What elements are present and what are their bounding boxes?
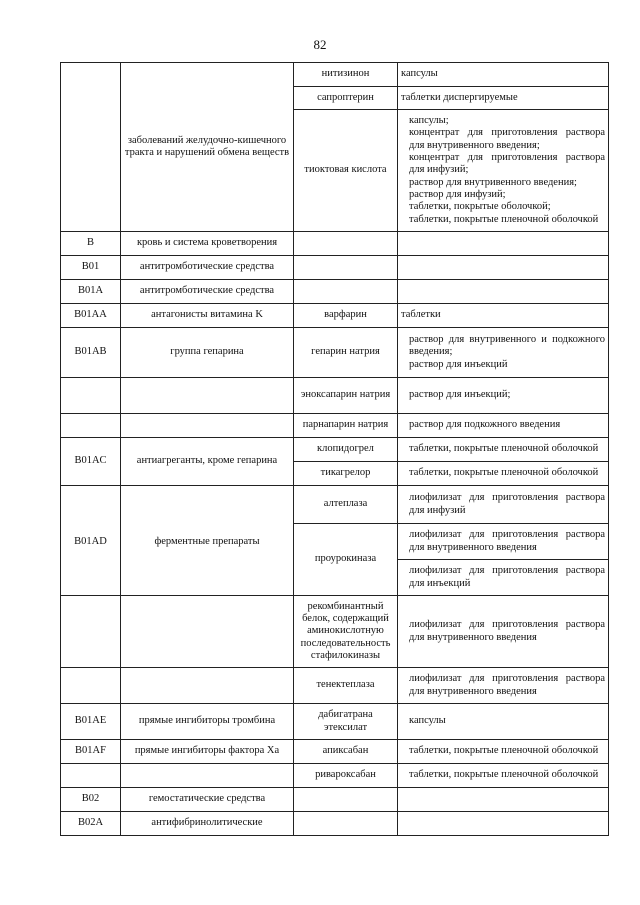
table-row [61,812,609,836]
atc-group-cell: прямые ингибиторы фактора Xa [121,740,294,764]
dosage-form-cell [398,788,609,812]
table-row [61,740,609,764]
dosage-form-cell: лиофилизат для приготовления раствора для инфузий [398,486,609,524]
drug-name-cell [294,256,398,280]
table-row [61,63,609,87]
atc-code-cell: B01AD [61,486,121,596]
atc-group-cell: гемостатические средства [121,788,294,812]
drug-name-cell: клопидогрел [294,438,398,462]
dosage-form-cell: таблетки, покрытые пленочной оболочкой [398,740,609,764]
table-row [61,280,609,304]
dosage-form-cell: раствор для внутривенного и подкожного введения; раствор для инъекций [398,328,609,378]
atc-code-cell: B02A [61,812,121,836]
drug-name-cell: сапроптерин [294,87,398,110]
drug-name-cell: ривароксабан [294,764,398,788]
drug-name-cell: тикагрелор [294,462,398,486]
atc-code-cell [61,63,121,232]
dosage-form-cell: лиофилизат для приготовления раствора для инъекций [398,560,609,596]
atc-group-cell [121,596,294,668]
table-row [61,788,609,812]
drug-name-cell: алтеплаза [294,486,398,524]
table-row [61,438,609,462]
atc-code-cell [61,596,121,668]
atc-code-cell: B01AC [61,438,121,486]
dosage-form-cell: капсулы; концентрат для приготовления раствора для внутривенного введения; концентрат для приготовления раствора для инфузий; раствор для внутривенного введения; раствор для инфузий; таблетки, покрытые оболочкой; таблетки, покрытые пленочной оболочкой [398,110,609,232]
table-row [61,378,609,414]
drug-name-cell [294,280,398,304]
atc-code-cell: B01 [61,256,121,280]
atc-code-cell: B02 [61,788,121,812]
dosage-form-cell: капсулы [398,63,609,87]
table-row [61,414,609,438]
atc-group-cell: группа гепарина [121,328,294,378]
drug-name-cell: апиксабан [294,740,398,764]
table-row [61,764,609,788]
drug-name-cell: дабигатрана этексилат [294,704,398,740]
table-row [61,328,609,378]
atc-group-cell [121,378,294,414]
drug-name-cell [294,232,398,256]
drug-name-cell [294,812,398,836]
page-number: 82 [313,37,327,52]
dosage-form-cell: лиофилизат для приготовления раствора для внутривенного введения [398,596,609,668]
dosage-form-cell: капсулы [398,704,609,740]
atc-group-cell: ферментные препараты [121,486,294,596]
drug-name-cell [294,788,398,812]
atc-code-cell [61,668,121,704]
dosage-form-cell [398,812,609,836]
table-row [61,704,609,740]
dosage-form-cell [398,256,609,280]
atc-code-cell [61,414,121,438]
drug-name-cell: проурокиназа [294,524,398,596]
atc-group-cell: прямые ингибиторы тромбина [121,704,294,740]
atc-code-cell [61,378,121,414]
drug-name-cell: варфарин [294,304,398,328]
medication-table [60,62,609,836]
dosage-form-cell: лиофилизат для приготовления раствора для внутривенного введения [398,668,609,704]
atc-code-cell: B [61,232,121,256]
dosage-form-cell: таблетки, покрытые пленочной оболочкой [398,764,609,788]
atc-group-cell: кровь и система кроветворения [121,232,294,256]
atc-code-cell [61,764,121,788]
atc-code-cell: B01AA [61,304,121,328]
table-row [61,304,609,328]
dosage-form-cell [398,280,609,304]
atc-group-cell: заболеваний желудочно-кишечного тракта и нарушений обмена веществ [121,63,294,232]
dosage-form-cell: таблетки, покрытые пленочной оболочкой [398,438,609,462]
dosage-form-cell: раствор для подкожного введения [398,414,609,438]
atc-group-cell [121,764,294,788]
atc-code-cell: B01A [61,280,121,304]
drug-name-cell: рекомбинантный белок, содержащий аминокислотную последовательность стафилокиназы [294,596,398,668]
atc-group-cell: антитромботические средства [121,280,294,304]
table-row [61,668,609,704]
atc-group-cell: антагонисты витамина K [121,304,294,328]
atc-code-cell: B01AE [61,704,121,740]
table-row [61,232,609,256]
table-row [61,256,609,280]
dosage-form-cell: лиофилизат для приготовления раствора для внутривенного введения [398,524,609,560]
atc-code-cell: B01AB [61,328,121,378]
dosage-form-cell: раствор для инъекций; [398,378,609,414]
drug-name-cell: эноксапарин натрия [294,378,398,414]
drug-name-cell: тенектеплаза [294,668,398,704]
drug-name-cell: гепарин натрия [294,328,398,378]
dosage-form-cell: таблетки диспергируемые [398,87,609,110]
dosage-form-cell [398,232,609,256]
atc-code-cell: B01AF [61,740,121,764]
atc-group-cell: антиагреганты, кроме гепарина [121,438,294,486]
drug-name-cell: нитизинон [294,63,398,87]
drug-name-cell: парнапарин натрия [294,414,398,438]
atc-group-cell: антифибринолитические [121,812,294,836]
drug-name-cell: тиоктовая кислота [294,110,398,232]
dosage-form-cell: таблетки [398,304,609,328]
table-row [61,486,609,524]
table-row [61,596,609,668]
atc-group-cell [121,414,294,438]
dosage-form-cell: таблетки, покрытые пленочной оболочкой [398,462,609,486]
atc-group-cell: антитромботические средства [121,256,294,280]
atc-group-cell [121,668,294,704]
